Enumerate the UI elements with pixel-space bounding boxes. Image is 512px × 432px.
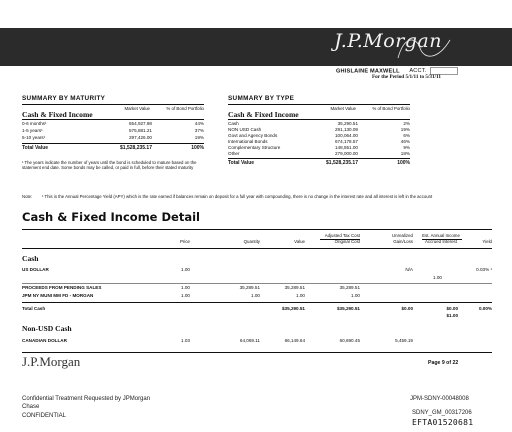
total-cash-accrued: $1.00 [446, 313, 458, 318]
detail-title: Cash & Fixed Income Detail [22, 210, 200, 224]
maturity-section-title: SUMMARY BY MATURITY [22, 95, 106, 102]
maturity-label: 1-5 years¹ [22, 128, 43, 133]
total-cash-value: $35,290.51 [282, 306, 305, 311]
jpmorgan-logo: J.P.Morgan [334, 30, 442, 52]
confidential-line-3: CONFIDENTIAL [22, 413, 67, 419]
us-dollar-income-row [22, 275, 492, 281]
note-text: ¹ This is the Annual Percentage Yield (APY) which is the rate earned if balances remain on deposit for a full year with compounding, there is no change in the interest rate and all interest is left in the account [42, 194, 433, 199]
type-total-rule [228, 158, 410, 159]
non-usd-category: Non-USD Cash [22, 324, 72, 333]
col-quantity: Quantity [243, 239, 260, 244]
maturity-rule [22, 104, 204, 105]
pending-price: 1.00 [181, 285, 190, 290]
maturity-label: 5-10 years¹ [22, 135, 46, 140]
type-label: Complementary Structure [228, 145, 281, 150]
type-col-pct: % of Bond Portfolio [372, 106, 410, 111]
type-total-label: Total Value [228, 160, 255, 166]
type-label: NON USD Cash [228, 127, 262, 132]
maturity-label: 0-6 months¹ [22, 121, 47, 126]
maturity-total-rule [22, 143, 204, 144]
muni-price: 1.00 [181, 293, 190, 298]
total-cash-income: $0.00 [446, 306, 458, 311]
type-col-market: Market Value [330, 106, 356, 111]
detail-head-rule [22, 248, 492, 249]
maturity-total-row [22, 145, 204, 151]
type-value: 35,290.51 [337, 121, 358, 126]
maturity-pct: 19% [194, 135, 204, 140]
maturity-head-rule [22, 119, 204, 120]
type-table-title: Cash & Fixed Income [228, 110, 299, 119]
statement-period: For the Period 5/1/11 to 5/31/11 [372, 74, 441, 80]
pending-value: 35,289.51 [284, 285, 305, 290]
type-label: International Bonds [228, 139, 268, 144]
bates-number-2: SDNY_GM_00317206 [412, 410, 472, 416]
type-value: 291,130.09 [335, 127, 358, 132]
type-value: 279,000.00 [335, 151, 358, 156]
us-dollar-yield: 0.03% ¹ [476, 267, 492, 272]
cad-label: CANADIAN DOLLAR [22, 338, 67, 343]
muni-quantity: 1.00 [251, 293, 260, 298]
type-total-value: $1,528,235.17 [326, 160, 358, 166]
col-price: Price [179, 239, 190, 244]
page-number: Page 9 of 22 [428, 360, 459, 366]
type-total-row [228, 160, 410, 166]
maturity-pct: 44% [194, 121, 204, 126]
col-adj-cost: Adjusted Tax Cost [324, 233, 360, 238]
us-dollar-label: US DOLLAR [22, 267, 49, 272]
maturity-total-value: $1,528,235.17 [120, 145, 152, 151]
pending-quantity: 35,289.51 [239, 285, 260, 290]
maturity-pct: 37% [194, 128, 204, 133]
type-value: 100,064.00 [335, 133, 358, 138]
type-pct: 19% [400, 127, 410, 132]
cad-gain: 5,459.19 [395, 338, 413, 343]
maturity-row [22, 128, 204, 134]
maturity-col-market: Market Value [124, 106, 150, 111]
maturity-value: 297,426.00 [129, 135, 152, 140]
col-yield: Yield [482, 239, 492, 244]
maturity-row [22, 121, 204, 127]
type-section-title: SUMMARY BY TYPE [228, 95, 295, 102]
us-dollar-row [22, 267, 492, 273]
confidential-line-2: Chase [22, 404, 40, 410]
maturity-col-pct: % of Bond Portfolio [166, 106, 204, 111]
col-est-income: Est. Annual Income [422, 233, 460, 238]
footer-rule [22, 352, 492, 353]
maturity-value: 575,881.21 [129, 128, 152, 133]
jpmorgan-footer-logo: J.P.Morgan [22, 354, 81, 369]
maturity-row [22, 135, 204, 141]
logo-flourish-icon [394, 34, 454, 62]
total-cash-gain: $0.00 [401, 306, 413, 311]
client-name: GHISLAINE MAXWELL [336, 68, 400, 75]
type-total-pct: 100% [397, 160, 410, 166]
pending-cost: 35,289.51 [339, 285, 360, 290]
us-dollar-price: 1.00 [181, 267, 190, 272]
muni-value: 1.00 [296, 293, 305, 298]
cad-row [22, 338, 492, 344]
confidential-line-1: Confidential Treatment Requested by JPMorgan [22, 396, 151, 402]
us-dollar-income: 1.00 [433, 275, 442, 280]
type-row [228, 151, 410, 157]
type-label: Cash [228, 121, 239, 126]
cad-cost: 60,690.45 [339, 338, 360, 343]
pending-row [22, 285, 492, 291]
note-label: Note: [22, 194, 33, 199]
col-gain-loss: Gain/Loss [393, 239, 413, 244]
total-cash-yield: 0.00% [478, 306, 492, 311]
maturity-total-label: Total Value [22, 145, 49, 151]
total-cash-row [22, 306, 492, 312]
maturity-table-title: Cash & Fixed Income [22, 110, 93, 119]
col-accrued: Accrued Interest [425, 239, 457, 244]
type-pct: 9% [403, 145, 410, 150]
row-divider [22, 283, 492, 284]
type-pct: 18% [400, 151, 410, 156]
pending-label: PROCEEDS FROM PENDING SALES [22, 285, 102, 290]
total-cash-accrued-row [22, 313, 492, 319]
cad-price: 1.03 [181, 338, 190, 343]
cad-quantity: 64,069.11 [239, 338, 260, 343]
detail-rule [22, 229, 492, 230]
cash-category: Cash [22, 254, 39, 263]
muni-row [22, 293, 492, 299]
col-orig-cost: Original Cost [334, 239, 360, 244]
type-pct: 6% [403, 133, 410, 138]
type-label: Other [228, 151, 240, 156]
acct-label: ACCT. [409, 68, 427, 75]
muni-label: JPM NY MUNI MM FD - MORGAN [22, 293, 94, 298]
total-cash-rule [22, 302, 492, 303]
col-value: Value [294, 239, 305, 244]
type-rule [228, 104, 410, 105]
efta-number: EFTA01520681 [412, 418, 474, 427]
col-unrealized: Unrealized [392, 233, 413, 238]
type-value: 674,178.57 [335, 139, 358, 144]
muni-cost: 1.00 [351, 293, 360, 298]
type-value: 148,551.00 [335, 145, 358, 150]
type-head-rule [228, 119, 410, 120]
total-cash-cost: $35,290.51 [337, 306, 360, 311]
total-cash-label: Total Cash [22, 306, 46, 311]
maturity-value: 654,927.98 [129, 121, 152, 126]
us-dollar-unrealized: N/A [405, 267, 413, 272]
maturity-footnote: ¹ The years indicate the number of years until the bond is scheduled to mature based on the statement end date. Some bonds may be called, or paid in full, before their stated maturity [22, 160, 197, 170]
cad-value: 66,149.64 [284, 338, 305, 343]
type-pct: 2% [403, 121, 410, 126]
bates-number-1: JPM-SDNY-00048008 [410, 396, 469, 402]
maturity-total-pct: 100% [191, 145, 204, 151]
type-label: Govt and Agency Bonds [228, 133, 278, 138]
type-pct: 46% [400, 139, 410, 144]
